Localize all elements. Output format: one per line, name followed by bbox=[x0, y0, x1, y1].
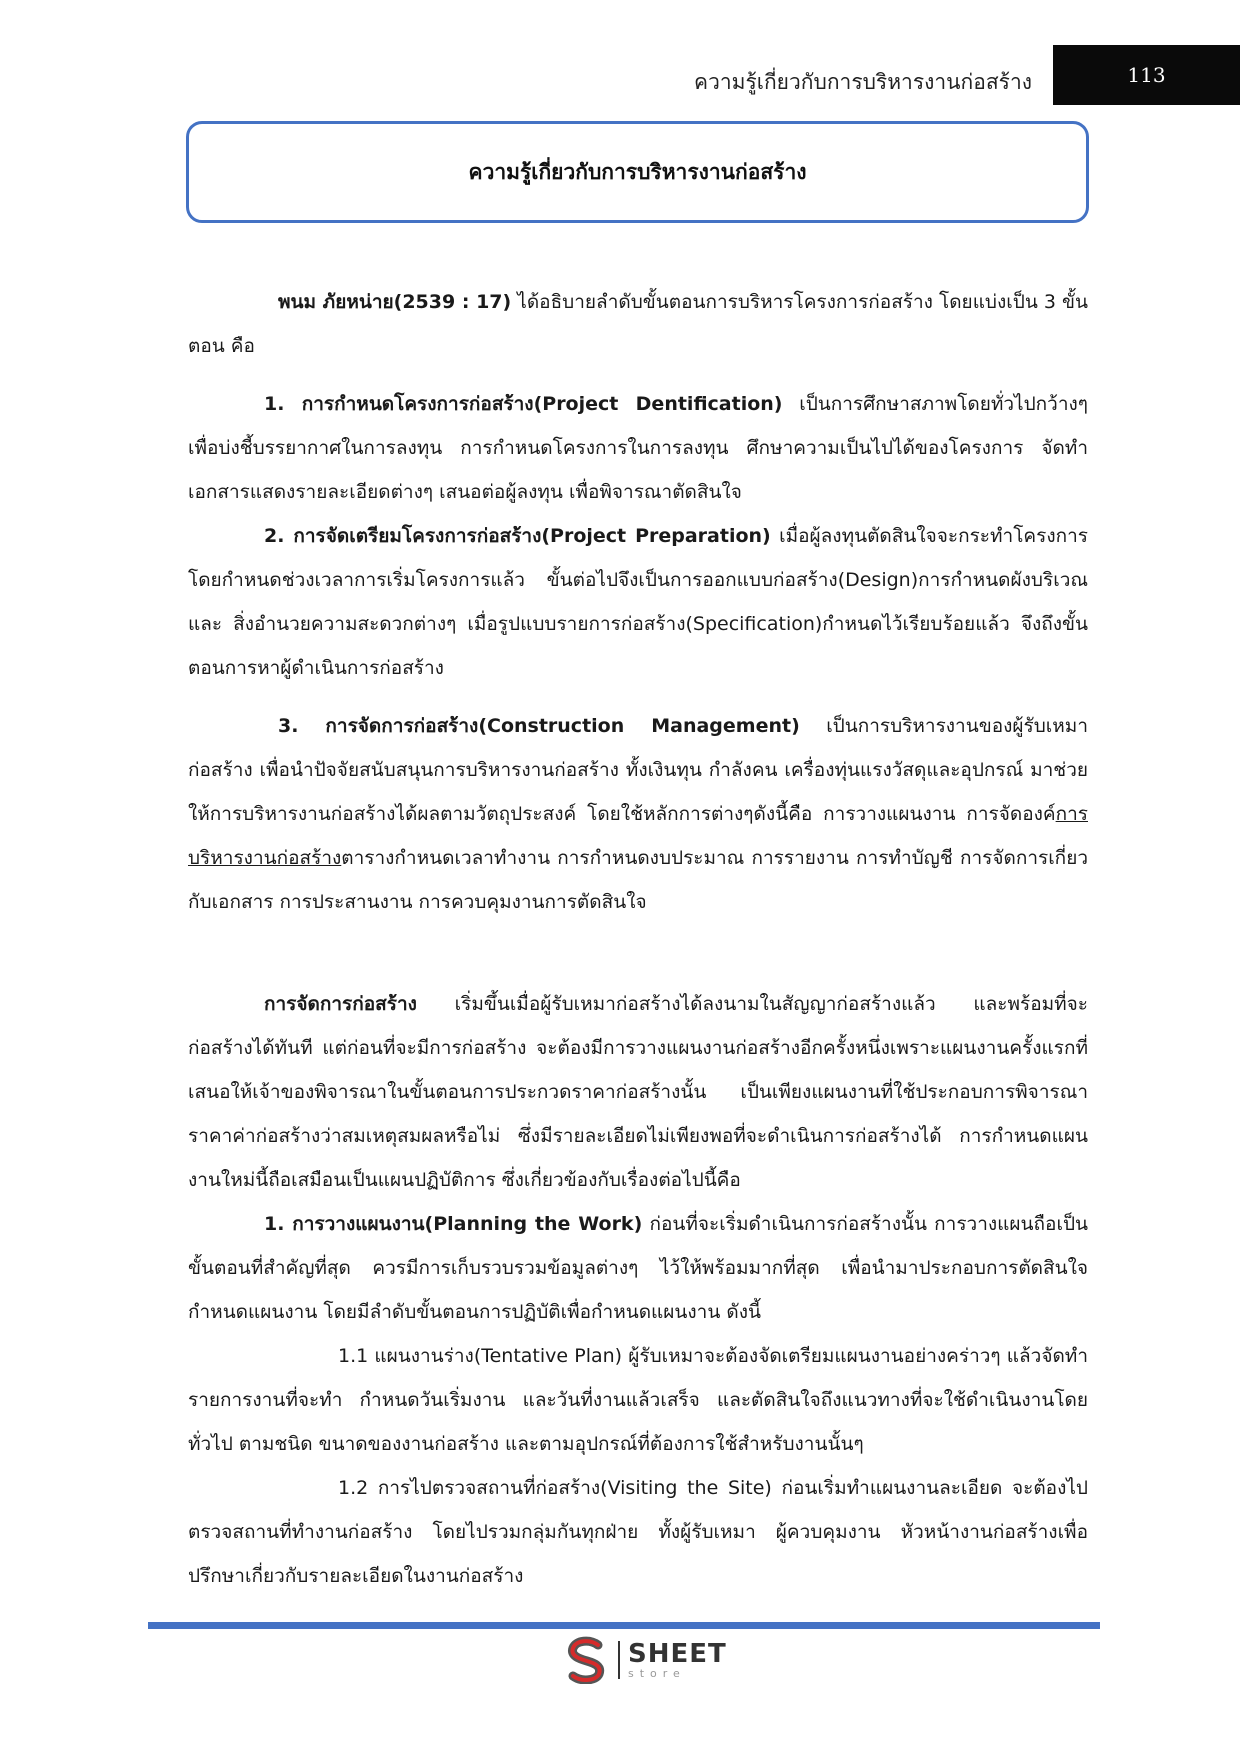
step1-text: เป็นการศึกษาสภาพโดยทั่วไปกว้างๆ เพื่อบ่งชี้บรรยากาศในการลงทุน การกำหนดโครงการในการลงทุน ศึกษาความเป็นไปได้ของโครงการ จัดทำเอกสารแสดงรายละเอียดต่างๆ เสนอต่อผู้ลงทุน เพื่อพิจารณาตัดสินใจ bbox=[188, 393, 1088, 503]
step1-paragraph bbox=[188, 382, 1088, 514]
footer-rule bbox=[148, 1622, 1100, 1629]
intro-lead: พนม ภัยหน่าย(2539 : 17) bbox=[278, 291, 512, 313]
running-header-title: ความรู้เกี่ยวกับการบริหารงานก่อสร้าง bbox=[694, 70, 1032, 94]
sheet-store-logo bbox=[564, 1634, 727, 1686]
logo-main-text: SHEET bbox=[628, 1639, 727, 1669]
planning-lead: 1. การวางแผนงาน(Planning the Work) bbox=[264, 1213, 643, 1235]
step3-paragraph bbox=[188, 704, 1088, 924]
mgmt-lead: การจัดการก่อสร้าง bbox=[264, 993, 417, 1015]
planning-text: ก่อนที่จะเริ่มดำเนินการก่อสร้างนั้น การวางแผนถือเป็นขั้นตอนที่สำคัญที่สุด ควรมีการเก็บรวบรวมข้อมูลต่างๆ ไว้ให้พร้อมมากที่สุด เพื่อนำมาประกอบการตัดสินใจกำหนดแผนงาน โดยมีลำดับขั้นตอนการปฏิบัติเพื่อกำหนดแผนงาน ดังนี้ bbox=[188, 1213, 1088, 1323]
step2-text: เมื่อผู้ลงทุนตัดสินใจจะกระทำโครงการ โดยกำหนดช่วงเวลาการเริ่มโครงการแล้ว ขั้นต่อไปจึงเป็นการออกแบบก่อสร้าง(Design)การกำหนดผังบริเวณ และ สิ่งอำนวยความสะดวกต่างๆ เมื่อรูปแบบรายการก่อสร้าง(Specification)กำหนดไว้เรียบร้อยแล้ว จึงถึงขั้นตอนการหาผู้ดำเนินการก่อสร้าง bbox=[188, 525, 1088, 679]
step3-lead: 3. การจัดการก่อสร้าง(Construction Management) bbox=[278, 715, 800, 737]
step3-text-b: ตารางกำหนดเวลาทำงาน การกำหนดงบประมาณ การรายงาน การทำบัญชี การจัดการเกี่ยวกับเอกสาร การประสานงาน การควบคุมงานการตัดสินใจ bbox=[188, 847, 1088, 913]
tentative-plan-paragraph: 1.1 แผนงานร่าง(Tentative Plan) ผู้รับเหมาจะต้องจัดเตรียมแผนงานอย่างคร่าวๆ แล้วจัดทำรายการงานที่จะทำ กำหนดวันเริ่มงาน และวันที่งานแล้วเสร็จ และตัดสินใจถึงแนวทางที่จะใช้ดำเนินงานโดยทั่วไป ตามชนิด ขนาดของงานก่อสร้าง และตามอุปกรณ์ที่ต้องการใช้สำหรับงานนั้นๆ bbox=[188, 1345, 1088, 1455]
body-text bbox=[188, 280, 1088, 1598]
construction-management-link[interactable]: การบริหารงานก่อสร้าง bbox=[188, 803, 1088, 869]
logo-divider bbox=[618, 1641, 620, 1679]
step2-lead: 2. การจัดเตรียมโครงการก่อสร้าง(Project Preparation) bbox=[264, 525, 771, 547]
step2-paragraph bbox=[188, 514, 1088, 690]
logo-wordmark bbox=[628, 1641, 727, 1679]
logo-sub-text: store bbox=[628, 1667, 686, 1680]
page-number: 113 bbox=[1127, 63, 1166, 87]
visiting-site-paragraph: 1.2 การไปตรวจสถานที่ก่อสร้าง(Visiting the Site) ก่อนเริ่มทำแผนงานละเอียด จะต้องไปตรวจสถานที่ทำงานก่อสร้าง โดยไปรวมกลุ่มกันทุกฝ่าย ทั้งผู้รับเหมา ผู้ควบคุมงาน หัวหน้างานก่อสร้างเพื่อปรึกษาเกี่ยวกับรายละเอียดในงานก่อสร้าง bbox=[188, 1477, 1088, 1587]
mgmt-paragraph bbox=[188, 982, 1088, 1202]
planning-paragraph bbox=[188, 1202, 1088, 1334]
step3-text-a: เป็นการบริหารงานของผู้รับเหมาก่อสร้าง เพื่อนำปัจจัยสนับสนุนการบริหารงานก่อสร้าง ทั้งเงินทุน กำลังคน เครื่องทุ่นแรงวัสดุและอุปกรณ์ มาช่วยให้การบริหารงานก่อสร้างได้ผลตามวัตถุประสงค์ โดยใช้หลักการต่างๆดังนี้คือ การวางแผนงาน การจัดองค์ bbox=[188, 715, 1088, 825]
chapter-title: ความรู้เกี่ยวกับการบริหารงานก่อสร้าง bbox=[468, 159, 807, 184]
intro-text: ได้อธิบายลำดับขั้นตอนการบริหารโครงการก่อสร้าง โดยแบ่งเป็น 3 ขั้นตอน คือ bbox=[188, 291, 1089, 357]
mgmt-text: เริ่มขึ้นเมื่อผู้รับเหมาก่อสร้างได้ลงนามในสัญญาก่อสร้างแล้ว และพร้อมที่จะก่อสร้างได้ทันที แต่ก่อนที่จะมีการก่อสร้าง จะต้องมีการวางแผนงานก่อสร้างอีกครั้งหนึ่งเพราะแผนงานครั้งแรกที่เสนอให้เจ้าของพิจารณาในขั้นตอนการประกวดราคาก่อสร้างนั้น เป็นเพียงแผนงานที่ใช้ประกอบการพิจารณาราคาค่าก่อสร้างว่าสมเหตุสมผลหรือไม่ ซึ่งมีรายละเอียดไม่เพียงพอที่จะดำเนินการก่อสร้างได้ การกำหนดแผนงานใหม่นี้ถือเสมือนเป็นแผนปฏิบัติการ ซึ่งเกี่ยวข้องกับเรื่องต่อไปนี้คือ bbox=[188, 993, 1088, 1191]
chapter-title-box bbox=[186, 121, 1089, 223]
page-number-box bbox=[1053, 45, 1240, 105]
step1-lead: 1. การกำหนดโครงการก่อสร้าง(Project Dentification) bbox=[264, 393, 783, 415]
sheet-store-logo-icon bbox=[564, 1636, 610, 1684]
intro-paragraph bbox=[188, 280, 1088, 368]
